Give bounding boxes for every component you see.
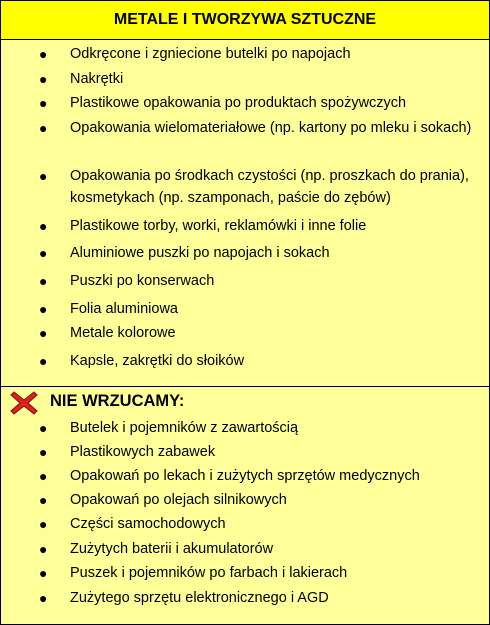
bullet-icon: ● [39, 46, 48, 62]
bullet-icon: ● [39, 71, 48, 87]
section-divider [1, 386, 489, 387]
bullet-icon: ● [39, 168, 48, 184]
red-x-icon [10, 390, 38, 416]
bullet-icon: ● [39, 301, 48, 317]
bullet-icon: ● [39, 95, 48, 111]
bullet-icon: ● [39, 245, 48, 261]
bullet-icon: ● [39, 218, 48, 234]
table-title: METALE I TWORZYWA SZTUCZNE [1, 1, 489, 40]
bullet-icon: ● [39, 492, 48, 508]
bullet-icon: ● [39, 516, 48, 532]
bullet-icon: ● [39, 565, 48, 581]
bullet-icon: ● [39, 444, 48, 460]
bullet-icon: ● [39, 273, 48, 289]
forbidden-heading: NIE WRZUCAMY: [50, 392, 185, 410]
bullet-icon: ● [39, 420, 48, 436]
bullet-icon: ● [39, 468, 48, 484]
bullet-icon: ● [39, 325, 48, 341]
bullet-icon: ● [39, 120, 48, 136]
recycling-info-table: METALE I TWORZYWA SZTUCZNE ● Odkręcone i zgniecione butelki po napojach ● Nakrętki ● Plastikowe opakowania po produktach spożywczych ● Opakowania wielomateriałowe (np. kartony po mleku i sokach) ● Opakowania po środkach czystości (np. proszkach do prania), kosmetykach (np. szamponach, paście do zębów) ● Plastikowe torby, worki, reklamówki i inne folie ● Aluminiowe puszki po napojach i sokach ● Puszki po konserwach ● Folia aluminiowa ● Metale kolorowe ● Kapsle, zakrętki do słoików NIE WRZUCAMY: ● Butelek i pojemników z zawartością ● Plastikowych zabawek ● Opakowań po lekach i zużytych sprzętów medycznych ● Opakowań po olejach silnikowych ● Części samochodowych ● Zużytych baterii i akumulatorów ● Puszek i pojemników po farbach i lakierach ● Zużytego sprzętu elektronicznego i AGD [0, 0, 490, 625]
bullet-icon: ● [39, 353, 48, 369]
bullet-icon: ● [39, 590, 48, 606]
bullet-icon: ● [39, 541, 48, 557]
